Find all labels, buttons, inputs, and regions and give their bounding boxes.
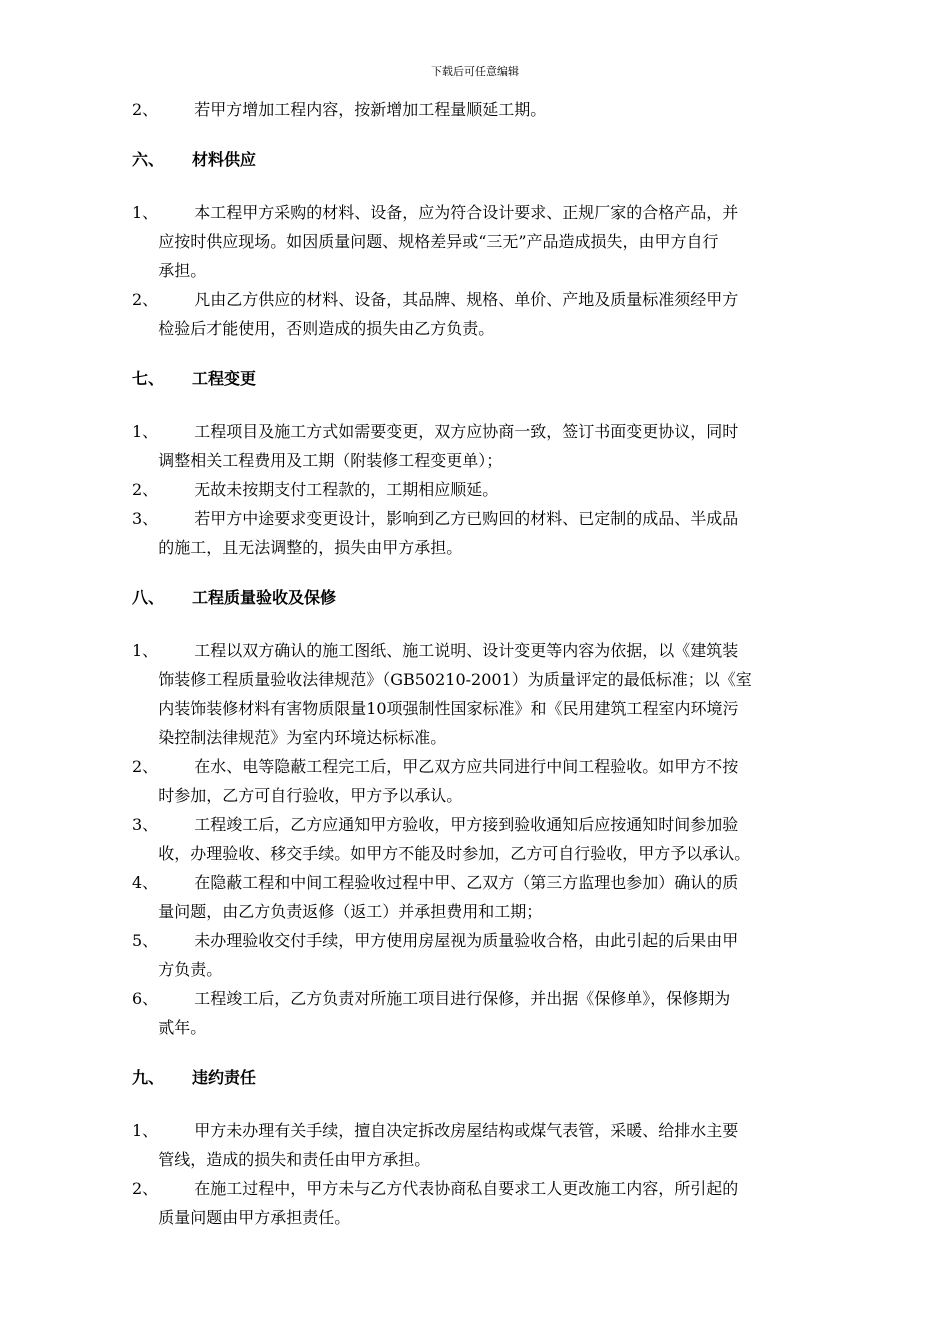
item-number: 2、 (132, 100, 159, 119)
item-line: 本工程甲方采购的材料、设备，应为符合设计要求、正规厂家的合格产品，并 (194, 203, 739, 222)
item-text (158, 868, 872, 926)
section-number: 九、 (132, 1068, 165, 1087)
item-line: 调整相关工程费用及工期（附装修工程变更单）； (158, 451, 503, 470)
section-title: 工程质量验收及保修 (192, 588, 337, 607)
section-number: 六、 (132, 150, 165, 169)
item-text (158, 475, 872, 504)
item-number: 1、 (132, 203, 159, 222)
section-heading (132, 586, 872, 610)
section-title: 违约责任 (192, 1068, 257, 1087)
item-line: 收，办理验收、移交手续。如甲方不能及时参加，乙方可自行验收，甲方予以承认。 (158, 844, 751, 863)
item-line: 贰年。 (158, 1018, 207, 1037)
item-text (158, 810, 872, 868)
list-item (132, 984, 872, 1042)
list-item (132, 868, 872, 926)
list-item (132, 636, 872, 752)
item-line: 应按时供应现场。如因质量问题、规格差异或“三无”产品造成损失，由甲方自行 (158, 232, 719, 251)
item-line: 量问题，由乙方负责返修（返工）并承担费用和工期； (158, 902, 543, 921)
list-item (132, 417, 872, 475)
list-item (132, 504, 872, 562)
section-number: 七、 (132, 369, 165, 388)
list-item (132, 926, 872, 984)
item-line: 工程竣工后，乙方负责对所施工项目进行保修，并出据《保修单》，保修期为 (194, 989, 731, 1008)
item-line: 在施工过程中，甲方未与乙方代表协商私自要求工人更改施工内容，所引起的 (194, 1179, 739, 1198)
item-number: 3、 (132, 509, 159, 528)
item-line: 若甲方增加工程内容，按新增加工程量顺延工期。 (194, 100, 547, 119)
item-text (158, 752, 872, 810)
item-line: 方负责。 (158, 960, 223, 979)
item-line: 甲方未办理有关手续，擅自决定拆改房屋结构或煤气表管，采暖、给排水主要 (194, 1121, 739, 1140)
item-line: 工程项目及施工方式如需要变更，双方应协商一致，签订书面变更协议，同时 (194, 422, 739, 441)
item-line: 检验后才能使用，否则造成的损失由乙方负责。 (158, 319, 495, 338)
item-text (158, 636, 872, 752)
list-item (132, 198, 872, 285)
item-number: 4、 (132, 873, 159, 892)
item-line: 染控制法律规范》为室内环境达标标准。 (158, 728, 447, 747)
item-text (158, 504, 872, 562)
item-number: 2、 (132, 480, 159, 499)
item-text (158, 1116, 872, 1174)
item-number: 2、 (132, 290, 159, 309)
item-number: 3、 (132, 815, 159, 834)
item-line: 在隐蔽工程和中间工程验收过程中甲、乙双方（第三方监理也参加）确认的质 (194, 873, 739, 892)
item-text (158, 926, 872, 984)
document-body (132, 95, 872, 1232)
section-heading (132, 148, 872, 172)
item-line: 质量问题由甲方承担责任。 (158, 1208, 351, 1227)
section-title: 工程变更 (192, 369, 257, 388)
section-heading (132, 1066, 872, 1090)
list-item (132, 810, 872, 868)
list-item (132, 1174, 872, 1232)
item-number: 5、 (132, 931, 159, 950)
item-line: 若甲方中途要求变更设计，影响到乙方已购回的材料、已定制的成品、半成品 (194, 509, 739, 528)
list-item (132, 95, 872, 124)
list-item (132, 752, 872, 810)
item-text (158, 417, 872, 475)
item-line: 工程以双方确认的施工图纸、施工说明、设计变更等内容为依据，以《建筑装 (194, 641, 739, 660)
list-item (132, 475, 872, 504)
item-line: 的施工，且无法调整的，损失由甲方承担。 (158, 538, 463, 557)
section-title: 材料供应 (192, 150, 257, 169)
item-number: 2、 (132, 757, 159, 776)
item-number: 1、 (132, 641, 159, 660)
item-text (158, 984, 872, 1042)
list-item (132, 285, 872, 343)
item-line: 凡由乙方供应的材料、设备，其品牌、规格、单价、产地及质量标准须经甲方 (194, 290, 739, 309)
item-text (158, 1174, 872, 1232)
item-line: 饰装修工程质量验收法律规范》（GB50210-2001）为质量评定的最低标准；以《室 (158, 670, 752, 689)
page-header-note: 下载后可任意编辑 (431, 65, 519, 78)
item-line: 管线，造成的损失和责任由甲方承担。 (158, 1150, 431, 1169)
item-line: 工程竣工后，乙方应通知甲方验收，甲方接到验收通知后应按通知时间参加验 (194, 815, 739, 834)
item-text (158, 95, 872, 124)
item-number: 1、 (132, 422, 159, 441)
item-number: 1、 (132, 1121, 159, 1140)
item-number: 6、 (132, 989, 159, 1008)
item-line: 内装饰装修材料有害物质限量10项强制性国家标准》和《民用建筑工程室内环境污 (158, 699, 739, 718)
section-heading (132, 367, 872, 391)
item-number: 2、 (132, 1179, 159, 1198)
item-line: 未办理验收交付手续，甲方使用房屋视为质量验收合格，由此引起的后果由甲 (194, 931, 739, 950)
item-line: 无故未按期支付工程款的，工期相应顺延。 (194, 480, 499, 499)
item-line: 在水、电等隐蔽工程完工后，甲乙双方应共同进行中间工程验收。如甲方不按 (194, 757, 739, 776)
item-text (158, 285, 872, 343)
item-line: 时参加，乙方可自行验收，甲方予以承认。 (158, 786, 463, 805)
item-text (158, 198, 872, 285)
section-number: 八、 (132, 588, 165, 607)
item-line: 承担。 (158, 261, 207, 280)
list-item (132, 1116, 872, 1174)
